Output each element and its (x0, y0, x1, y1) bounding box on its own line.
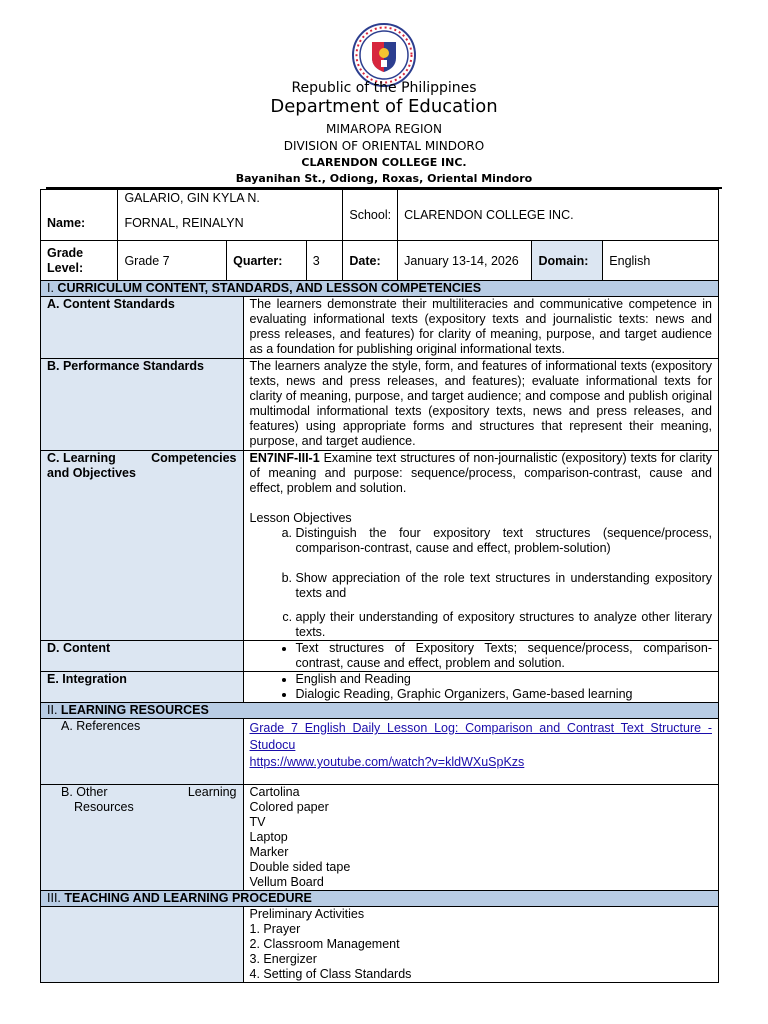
integration-item-2: • Dialogic Reading, Graphic Organizers, Game-based learning (296, 687, 712, 702)
domain-value: English (603, 241, 719, 281)
competency-text: Examine text structures of non-journalistic (expository) texts for clarity of meaning and purpose: sequence/process, comparison-contrast, cause and effect, problem and solution. (249, 451, 712, 495)
procedure-item: 1. Prayer (249, 922, 301, 936)
school-value: CLARENDON COLLEGE INC. (398, 190, 719, 241)
name-label: Name: (41, 190, 118, 241)
lesson-table (40, 280, 719, 983)
objective-c: c. apply their understanding of expository structures to analyze other literary texts. (296, 610, 712, 640)
section-3-header: III. TEACHING AND LEARNING PROCEDURE (41, 891, 719, 907)
procedure-list (243, 907, 718, 983)
name-1: GALARIO, GIN KYLA N. (124, 190, 260, 205)
date-label: Date: (343, 241, 398, 281)
procedure-item: 3. Energizer (249, 952, 317, 966)
deped-seal-icon (350, 22, 418, 88)
region-line: MIMAROPA REGION (326, 122, 442, 136)
resource-item: TV (249, 815, 266, 829)
resource-item: Laptop (249, 830, 288, 844)
date-value: January 13-14, 2026 (398, 241, 532, 281)
objectives-list (250, 526, 712, 640)
domain-label: Domain: (532, 241, 603, 281)
school-label: School: (343, 190, 398, 241)
objective-b: b. Show appreciation of the role text structures in understanding expository texts and (296, 571, 712, 601)
quarter-value: 3 (306, 241, 343, 281)
resource-item: Double sided tape (249, 860, 351, 874)
resource-item: Cartolina (249, 785, 300, 799)
integration-label: E. Integration (41, 672, 244, 703)
grade-value: Grade 7 (118, 241, 227, 281)
objective-a: a. Distinguish the four expository text structures (sequence/process, comparison-contrast, cause and effect, problem-solution) (296, 526, 712, 556)
objectives-title: Lesson Objectives (249, 511, 352, 525)
resource-item: Colored paper (249, 800, 329, 814)
section-1-header: I. CURRICULUM CONTENT, STANDARDS, AND LESSON COMPETENCIES (41, 281, 719, 297)
integration-list (250, 672, 712, 702)
quarter-label: Quarter: (227, 241, 307, 281)
references-label: A. References (41, 719, 244, 785)
section-2-header: II. LEARNING RESOURCES (41, 703, 719, 719)
performance-standards-text: The learners analyze the style, form, and features of informational texts (expository texts, news and press releases, and features); evaluate informational texts for clarity of meaning, purpose, and target audience; and compose and publish original multimodal informational texts (expository texts, news and press releases, and features) using appropriate forms and structures that represent their meaning, purpose, and target audience. (243, 359, 718, 451)
division-line: DIVISION OF ORIENTAL MINDORO (283, 139, 485, 153)
content-standards-label: A. Content Standards (41, 297, 244, 359)
procedure-label (41, 907, 244, 983)
procedure-item: Preliminary Activities (249, 907, 365, 921)
other-resources-list (243, 785, 718, 891)
content-label: D. Content (41, 641, 244, 672)
school-line: CLARENDON COLLEGE INC. (301, 156, 467, 169)
integration-item-1: • English and Reading (296, 672, 712, 687)
content-standards-text: The learners demonstrate their multiliteracies and communicative competence in evaluating informational texts (expository texts and journalistic texts: news and press releases, and features) for clarity of meaning, purpose, and target audience as a foundation for publishing original informational texts. (243, 297, 718, 359)
republic-line: Republic of the Philippines (291, 80, 477, 96)
resource-item: Vellum Board (249, 875, 324, 889)
procedure-item: 4. Setting of Class Standards (249, 967, 412, 981)
competencies-label: C. Learning Competencies and Objectives (41, 451, 244, 641)
name-values (118, 190, 343, 241)
resource-item: Marker (249, 845, 289, 859)
performance-standards-label: B. Performance Standards (41, 359, 244, 451)
competency-code: EN7INF-III-1 (249, 451, 320, 465)
references-links (243, 719, 718, 785)
grade-label: Grade Level: (41, 241, 118, 281)
info-table (40, 189, 719, 281)
address-line: Bayanihan St., Odiong, Roxas, Oriental Mindoro (235, 172, 533, 185)
competencies-text (243, 451, 718, 641)
reference-link-2[interactable]: https://www.youtube.com/watch?v=kldWXuSpKzs (249, 755, 525, 769)
other-resources-label: B. Other Learning Resources (41, 785, 244, 891)
integration-text (243, 672, 718, 703)
content-list (250, 641, 712, 671)
procedure-item: 2. Classroom Management (249, 937, 400, 951)
content-item: • Text structures of Expository Texts; sequence/process, comparison-contrast, cause and effect, problem and solution. (296, 641, 712, 671)
reference-link-1[interactable]: Grade 7 English Daily Lesson Log: Comparison and Contrast Text Structure - Studocu (249, 721, 712, 752)
content-text (243, 641, 718, 672)
name-2: FORNAL, REINALYN (124, 215, 244, 230)
department-title: Department of Education (270, 96, 498, 117)
